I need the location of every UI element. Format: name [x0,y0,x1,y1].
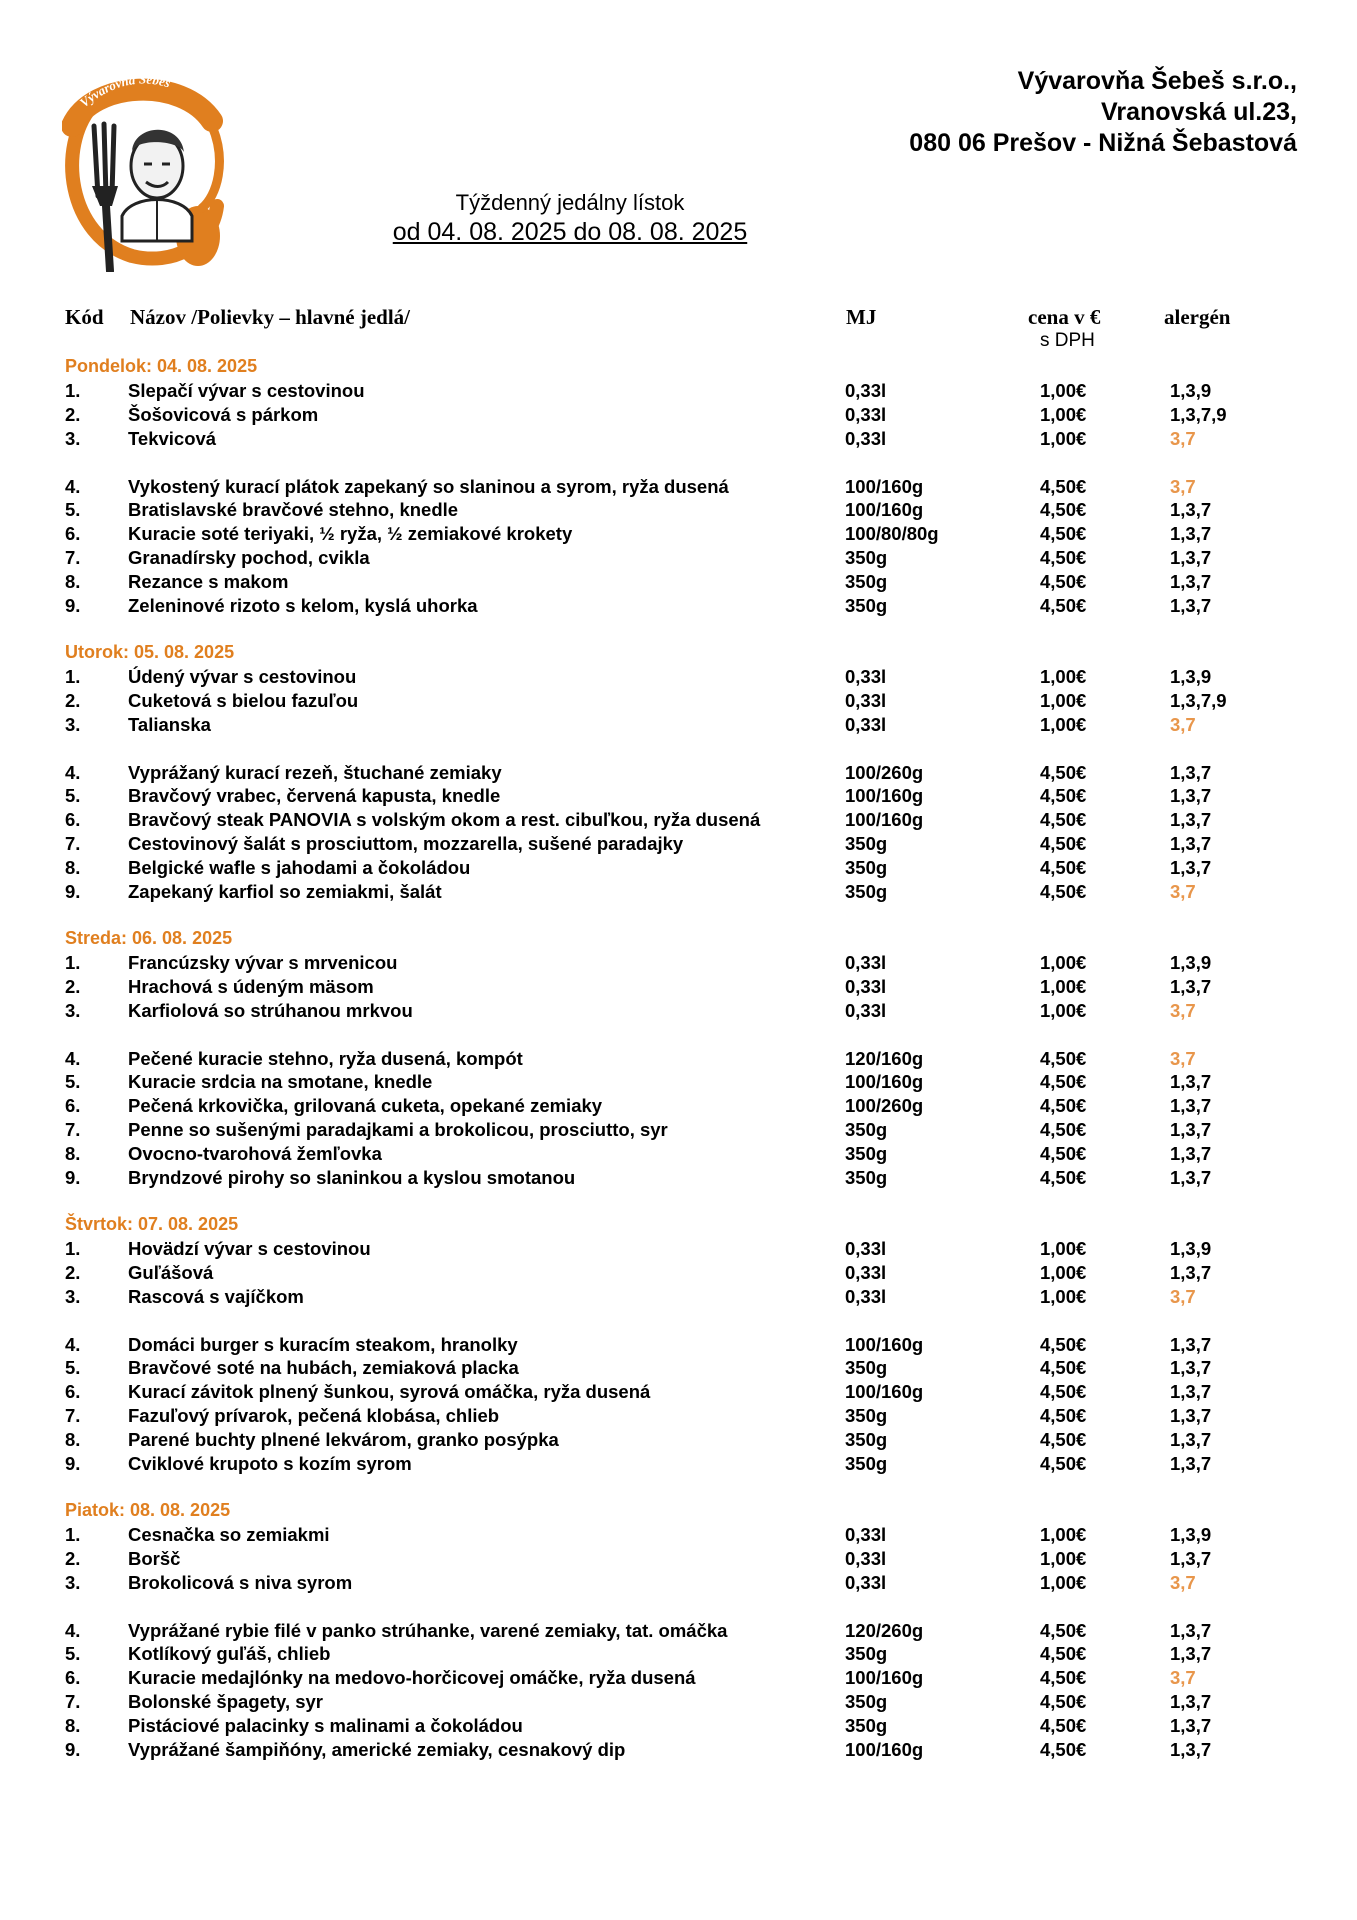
item-mj: 350g [845,1357,888,1379]
item-allergen: 1,3,9 [1170,1237,1212,1259]
menu-row [0,1095,1357,1119]
item-allergen: 3,7 [1170,881,1196,902]
menu-row [0,1334,1357,1358]
item-price: 1,00€ [1040,1547,1087,1569]
menu-row [0,833,1357,857]
item-name: Hrachová s údeným mäsom [128,975,374,997]
item-price: 4,50€ [1040,1691,1087,1713]
menu-row [0,714,1357,738]
item-allergen: 1,3,7 [1170,1691,1212,1713]
menu-row [0,428,1357,452]
item-code: 8. [65,1429,81,1451]
company-street: Vranovská ul.23, [1101,98,1297,126]
item-name: Šošovicová s párkom [128,403,319,425]
menu-row [0,690,1357,714]
item-price: 4,50€ [1040,523,1087,545]
item-code: 9. [65,1167,81,1188]
item-mj: 350g [845,1143,888,1165]
item-name: Kurací závitok plnený šunkou, syrová omáčka, ryža dusená [128,1381,651,1403]
menu-title-line1: Týždenný jedálny lístok [455,190,685,215]
item-price: 4,50€ [1040,499,1087,521]
item-price: 4,50€ [1040,1453,1087,1474]
item-allergen: 1,3,7 [1170,1739,1212,1760]
item-allergen: 3,7 [1170,1571,1196,1593]
item-code: 8. [65,1143,81,1165]
item-name: Penne so sušenými paradajkami a brokolicou, prosciutto, syr [128,1119,668,1141]
item-price: 4,50€ [1040,1119,1087,1141]
menu-row [0,523,1357,547]
menu-row [0,1739,1357,1763]
item-allergen: 3,7 [1170,475,1196,497]
item-price: 4,50€ [1040,1739,1087,1760]
item-allergen: 1,3,7 [1170,547,1212,569]
item-name: Vyprážaný kurací rezeň, štuchané zemiaky [128,761,502,783]
item-mj: 350g [845,1715,888,1737]
item-name: Slepačí vývar s cestovinou [128,379,365,401]
item-allergen: 1,3,7 [1170,595,1212,616]
item-code: 5. [65,1357,81,1379]
item-name: Pistáciové palacinky s malinami a čokoládou [128,1715,523,1737]
item-price: 1,00€ [1040,999,1087,1021]
item-allergen: 1,3,7 [1170,809,1212,831]
item-mj: 100/160g [845,785,924,807]
item-name: Bolonské špagety, syr [128,1691,324,1713]
item-mj: 350g [845,1167,888,1188]
menu-row [0,762,1357,786]
item-price: 4,50€ [1040,1667,1087,1689]
item-name: Bravčový steak PANOVIA s volským okom a rest. cibuľkou, ryža dusená [128,809,761,831]
item-mj: 100/160g [845,1071,924,1093]
item-mj: 350g [845,1643,888,1665]
item-price: 4,50€ [1040,1643,1087,1665]
item-name: Kuracie srdcia na smotane, knedle [128,1071,433,1093]
item-price: 4,50€ [1040,595,1087,616]
item-mj: 350g [845,1691,888,1713]
item-price: 4,50€ [1040,547,1087,569]
item-name: Bryndzové pirohy so slaninkou a kyslou smotanou [128,1167,576,1188]
item-allergen: 3,7 [1170,713,1196,735]
day-heading: Streda: 06. 08. 2025 [65,928,233,948]
item-mj: 0,33l [845,999,887,1021]
item-name: Cestovinový šalát s prosciuttom, mozzarella, sušené paradajky [128,833,684,855]
menu-row [0,809,1357,833]
menu-row [0,1691,1357,1715]
item-name: Kuracie soté teriyaki, ½ ryža, ½ zemiakové krokety [128,523,573,545]
item-code: 7. [65,833,81,855]
menu-row [0,1119,1357,1143]
item-mj: 120/260g [845,1619,924,1641]
company-name: Vývarovňa Šebeš s.r.o., [1017,67,1297,95]
menu-row [0,1620,1357,1644]
item-price: 4,50€ [1040,1619,1087,1641]
item-price: 4,50€ [1040,1381,1087,1403]
item-price: 4,50€ [1040,571,1087,593]
item-mj: 0,33l [845,975,887,997]
item-mj: 0,33l [845,1285,887,1307]
item-code: 7. [65,1119,81,1141]
item-price: 1,00€ [1040,713,1087,735]
item-code: 9. [65,1739,81,1760]
item-mj: 0,33l [845,1571,887,1593]
item-code: 6. [65,1095,81,1117]
item-code: 7. [65,1405,81,1427]
menu-row [0,595,1357,619]
item-name: Pečená krkovička, grilovaná cuketa, opekané zemiaky [128,1095,603,1117]
item-price: 1,00€ [1040,1261,1087,1283]
item-mj: 100/160g [845,809,924,831]
item-code: 6. [65,523,81,545]
item-code: 3. [65,427,81,449]
item-mj: 0,33l [845,379,887,401]
item-name: Vyprážané rybie filé v panko strúhanke, varené zemiaky, tat. omáčka [128,1619,728,1641]
item-code: 8. [65,857,81,879]
item-allergen: 1,3,7 [1170,523,1212,545]
item-mj: 350g [845,1453,888,1474]
item-allergen: 3,7 [1170,1047,1196,1069]
item-allergen: 1,3,9 [1170,379,1212,401]
item-code: 5. [65,1643,81,1665]
item-price: 4,50€ [1040,1429,1087,1451]
item-code: 7. [65,1691,81,1713]
item-code: 3. [65,999,81,1021]
item-price: 1,00€ [1040,1237,1087,1259]
menu-row [0,476,1357,500]
svg-text:Vývarovňa Šebeš: Vývarovňa Šebeš [76,71,173,111]
item-mj: 350g [845,595,888,616]
menu-row [0,1238,1357,1262]
item-price: 4,50€ [1040,1357,1087,1379]
item-allergen: 1,3,7 [1170,499,1212,521]
item-allergen: 1,3,7 [1170,1619,1212,1641]
item-mj: 350g [845,1119,888,1141]
menu-row [0,1000,1357,1024]
menu-row [0,1572,1357,1596]
item-allergen: 1,3,7 [1170,1095,1212,1117]
item-code: 2. [65,1261,81,1283]
item-code: 3. [65,713,81,735]
menu-row [0,1453,1357,1477]
item-code: 2. [65,1547,81,1569]
item-code: 2. [65,403,81,425]
menu-row [0,1048,1357,1072]
item-price: 1,00€ [1040,427,1087,449]
item-allergen: 1,3,7 [1170,833,1212,855]
menu-row [0,1405,1357,1429]
item-code: 1. [65,1523,81,1545]
item-mj: 0,33l [845,665,887,687]
item-allergen: 1,3,7 [1170,1547,1212,1569]
item-mj: 350g [845,1405,888,1427]
item-allergen: 1,3,7 [1170,1143,1212,1165]
item-code: 1. [65,951,81,973]
item-code: 5. [65,499,81,521]
item-mj: 100/160g [845,499,924,521]
item-price: 1,00€ [1040,1523,1087,1545]
item-allergen: 1,3,7 [1170,1333,1212,1355]
item-price: 4,50€ [1040,1095,1087,1117]
item-mj: 100/260g [845,761,924,783]
item-mj: 100/160g [845,1667,924,1689]
menu-row [0,1667,1357,1691]
item-code: 4. [65,1047,81,1069]
item-name: Rezance s makom [128,571,289,593]
item-name: Francúzsky vývar s mrvenicou [128,951,398,973]
item-code: 9. [65,1453,81,1474]
item-allergen: 1,3,9 [1170,1523,1212,1545]
menu-row [0,857,1357,881]
item-mj: 350g [845,857,888,879]
day-heading: Pondelok: 04. 08. 2025 [65,356,258,376]
item-code: 9. [65,595,81,616]
menu-row [0,1143,1357,1167]
menu-date-range: od 04. 08. 2025 do 08. 08. 2025 [392,218,748,246]
day-heading: Piatok: 08. 08. 2025 [65,1500,231,1520]
item-allergen: 1,3,7 [1170,1357,1212,1379]
item-price: 1,00€ [1040,1571,1087,1593]
item-price: 4,50€ [1040,833,1087,855]
item-name: Granadírsky pochod, cvikla [128,547,370,569]
item-code: 6. [65,1381,81,1403]
item-mj: 100/160g [845,475,924,497]
item-price: 4,50€ [1040,1071,1087,1093]
menu-row [0,1524,1357,1548]
item-name: Vykostený kurací plátok zapekaný so slaninou a syrom, ryža dusená [128,475,729,497]
item-price: 4,50€ [1040,881,1087,902]
item-name: Bravčový vrabec, červená kapusta, knedle [128,785,501,807]
item-name: Rascová s vajíčkom [128,1285,304,1307]
item-mj: 0,33l [845,713,887,735]
item-price: 1,00€ [1040,403,1087,425]
day-heading: Štvrtok: 07. 08. 2025 [65,1214,239,1234]
item-mj: 100/160g [845,1739,924,1760]
menu-row [0,1715,1357,1739]
menu-row [0,1167,1357,1191]
item-mj: 120/160g [845,1047,924,1069]
item-mj: 0,33l [845,403,887,425]
item-code: 4. [65,761,81,783]
menu-row [0,1548,1357,1572]
item-name: Brokolicová s niva syrom [128,1571,353,1593]
company-city: 080 06 Prešov - Nižná Šebastová [909,129,1297,157]
menu-row [0,1357,1357,1381]
item-code: 5. [65,1071,81,1093]
item-code: 4. [65,1333,81,1355]
menu-row [0,785,1357,809]
item-allergen: 1,3,7 [1170,761,1212,783]
item-name: Boršč [128,1547,181,1569]
item-mj: 0,33l [845,1237,887,1259]
item-mj: 0,33l [845,1547,887,1569]
item-price: 4,50€ [1040,1143,1087,1165]
item-code: 1. [65,1237,81,1259]
item-name: Pečené kuracie stehno, ryža dusená, kompót [128,1047,523,1069]
item-allergen: 1,3,9 [1170,951,1212,973]
item-code: 3. [65,1571,81,1593]
menu-row [0,380,1357,404]
header-mj: MJ [846,305,877,329]
header-code: Kód [65,305,104,329]
item-name: Kuracie medajlónky na medovo-horčicovej omáčke, ryža dusená [128,1667,696,1689]
menu-row [0,1643,1357,1667]
item-code: 2. [65,975,81,997]
item-price: 4,50€ [1040,785,1087,807]
item-allergen: 1,3,7 [1170,1381,1212,1403]
item-price: 4,50€ [1040,761,1087,783]
item-mj: 0,33l [845,1523,887,1545]
item-allergen: 1,3,7 [1170,1453,1212,1474]
item-name: Bratislavské bravčové stehno, knedle [128,499,459,521]
menu-row [0,404,1357,428]
item-mj: 100/80/80g [845,523,939,545]
menu-row [0,976,1357,1000]
menu-row [0,1429,1357,1453]
item-name: Hovädzí vývar s cestovinou [128,1237,371,1259]
item-code: 3. [65,1285,81,1307]
item-name: Ovocno-tvarohová žemľovka [128,1143,382,1165]
item-allergen: 1,3,9 [1170,665,1212,687]
item-allergen: 1,3,7 [1170,1119,1212,1141]
item-name: Tekvicová [128,427,217,449]
header-name: Názov /Polievky – hlavné jedlá/ [130,305,410,329]
item-code: 6. [65,809,81,831]
item-mj: 100/160g [845,1333,924,1355]
day-heading: Utorok: 05. 08. 2025 [65,642,235,662]
item-code: 1. [65,379,81,401]
item-name: Údený vývar s cestovinou [128,665,357,687]
item-mj: 350g [845,571,888,593]
item-name: Bravčové soté na hubách, zemiaková placka [128,1357,519,1379]
item-name: Karfiolová so strúhanou mrkvou [128,999,413,1021]
item-code: 2. [65,689,81,711]
item-code: 6. [65,1667,81,1689]
item-price: 4,50€ [1040,1715,1087,1737]
item-allergen: 1,3,7 [1170,857,1212,879]
item-mj: 0,33l [845,1261,887,1283]
item-name: Talianska [128,713,211,735]
item-price: 4,50€ [1040,475,1087,497]
item-allergen: 1,3,7,9 [1170,403,1227,425]
menu-row [0,547,1357,571]
item-name: Guľášová [128,1261,214,1283]
item-allergen: 1,3,7 [1170,785,1212,807]
menu-row [0,1262,1357,1286]
item-price: 4,50€ [1040,809,1087,831]
item-allergen: 1,3,7 [1170,975,1212,997]
item-mj: 350g [845,547,888,569]
menu-row [0,1071,1357,1095]
item-code: 4. [65,1619,81,1641]
item-price: 1,00€ [1040,379,1087,401]
item-price: 1,00€ [1040,975,1087,997]
item-allergen: 1,3,7 [1170,571,1212,593]
item-code: 8. [65,1715,81,1737]
item-allergen: 1,3,7 [1170,1167,1212,1188]
item-name: Zeleninové rizoto s kelom, kyslá uhorka [128,595,478,616]
item-allergen: 1,3,7 [1170,1429,1212,1451]
item-price: 4,50€ [1040,1333,1087,1355]
item-code: 4. [65,475,81,497]
menu-row [0,499,1357,523]
item-name: Parené buchty plnené lekvárom, granko posýpka [128,1429,559,1451]
item-price: 1,00€ [1040,665,1087,687]
menu-row [0,881,1357,905]
item-mj: 100/260g [845,1095,924,1117]
item-price: 4,50€ [1040,1047,1087,1069]
item-code: 9. [65,881,81,902]
menu-row [0,1381,1357,1405]
item-mj: 0,33l [845,951,887,973]
item-price: 1,00€ [1040,1285,1087,1307]
menu-row [0,666,1357,690]
header-price: cena v € [1028,305,1101,329]
item-price: 4,50€ [1040,857,1087,879]
item-allergen: 1,3,7 [1170,1261,1212,1283]
item-mj: 350g [845,833,888,855]
item-name: Domáci burger s kuracím steakom, hranolky [128,1333,518,1355]
item-allergen: 1,3,7,9 [1170,689,1227,711]
item-allergen: 1,3,7 [1170,1071,1212,1093]
item-code: 7. [65,547,81,569]
item-allergen: 1,3,7 [1170,1715,1212,1737]
item-allergen: 3,7 [1170,1285,1196,1307]
item-name: Cuketová s bielou fazuľou [128,689,359,711]
item-code: 8. [65,571,81,593]
item-price: 4,50€ [1040,1167,1087,1188]
item-allergen: 3,7 [1170,427,1196,449]
item-price: 4,50€ [1040,1405,1087,1427]
menu-row [0,1286,1357,1310]
menu-row [0,952,1357,976]
item-name: Cesnačka so zemiakmi [128,1523,330,1545]
item-name: Zapekaný karfiol so zemiakmi, šalát [128,881,442,902]
item-name: Kotlíkový guľáš, chlieb [128,1643,331,1665]
menu-row [0,571,1357,595]
item-name: Cviklové krupoto s kozím syrom [128,1453,412,1474]
header-allergen: alergén [1164,305,1231,329]
item-allergen: 3,7 [1170,1667,1196,1689]
item-name: Fazuľový prívarok, pečená klobása, chlieb [128,1405,500,1427]
item-price: 1,00€ [1040,689,1087,711]
item-allergen: 3,7 [1170,999,1196,1021]
item-name: Belgické wafle s jahodami a čokoládou [128,857,471,879]
header-price-sub: s DPH [1040,330,1095,351]
item-name: Vyprážané šampiňóny, americké zemiaky, cesnakový dip [128,1739,626,1760]
item-allergen: 1,3,7 [1170,1643,1212,1665]
item-allergen: 1,3,7 [1170,1405,1212,1427]
item-mj: 0,33l [845,689,887,711]
item-price: 1,00€ [1040,951,1087,973]
item-mj: 0,33l [845,427,887,449]
item-code: 5. [65,785,81,807]
item-mj: 350g [845,1429,888,1451]
item-code: 1. [65,665,81,687]
item-mj: 350g [845,881,888,902]
item-mj: 100/160g [845,1381,924,1403]
